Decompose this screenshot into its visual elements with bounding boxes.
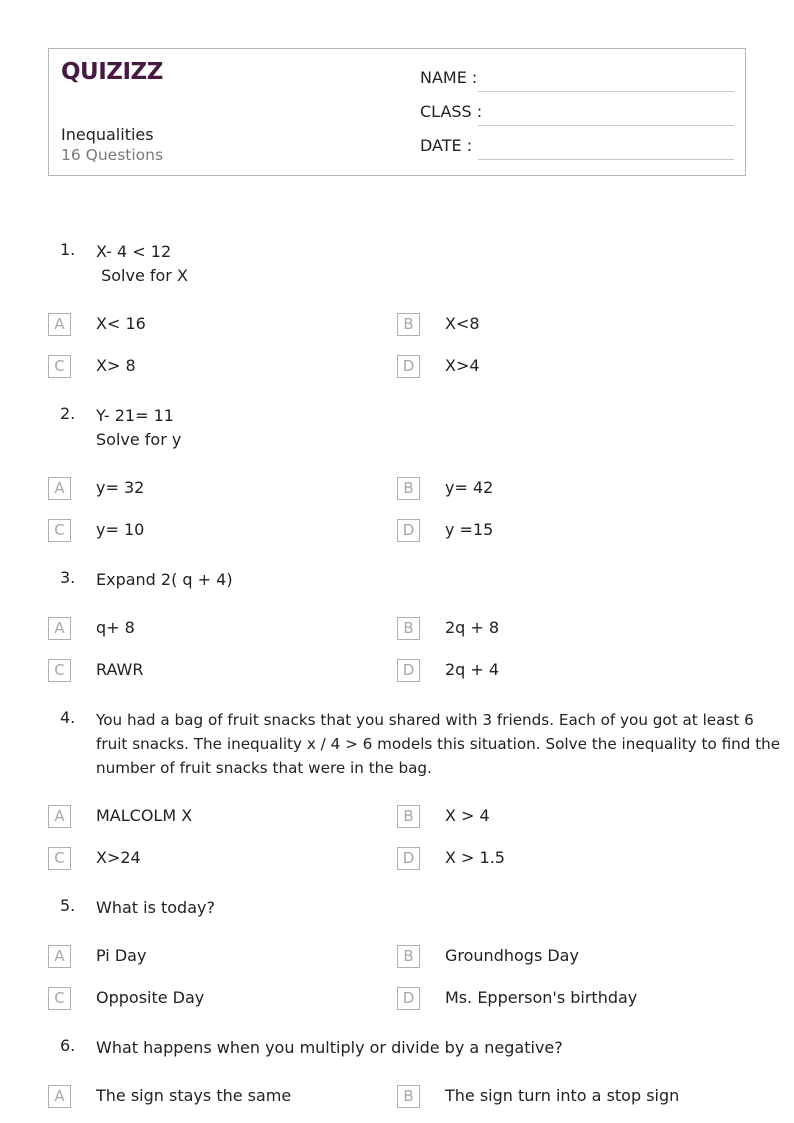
option-b-text: y= 42 xyxy=(445,478,494,497)
question-text xyxy=(96,568,746,592)
option-b-letter: B xyxy=(397,1085,420,1108)
option-c-letter: C xyxy=(48,659,71,682)
question-line: You had a bag of fruit snacks that you shared with 3 friends. Each of you got at least 6 xyxy=(96,711,754,729)
name-label: NAME : xyxy=(420,68,478,87)
option-b-letter: B xyxy=(397,617,420,640)
option-b-letter: B xyxy=(397,477,420,500)
option-a-text: y= 32 xyxy=(96,478,145,497)
question-count: 16 Questions xyxy=(61,146,164,164)
option-a-letter: A xyxy=(48,617,71,640)
question-line: Y- 21= 11 xyxy=(96,406,174,425)
option-d-letter: D xyxy=(397,659,420,682)
option-d-letter: D xyxy=(397,355,420,378)
question-text xyxy=(96,708,781,780)
question-number: 6. xyxy=(60,1036,76,1055)
option-c-text: y= 10 xyxy=(96,520,145,539)
option-a-text: MALCOLM X xyxy=(96,806,193,825)
date-line xyxy=(478,159,734,160)
name-field xyxy=(420,68,734,92)
option-c-text: Opposite Day xyxy=(96,988,205,1007)
option-c-letter: C xyxy=(48,847,71,870)
option-a-letter: A xyxy=(48,477,71,500)
option-b-text: 2q + 8 xyxy=(445,618,500,637)
class-label: CLASS : xyxy=(420,102,483,121)
option-a-text: Pi Day xyxy=(96,946,147,965)
option-a-text: X< 16 xyxy=(96,314,146,333)
option-d-letter: D xyxy=(397,847,420,870)
option-b-text: The sign turn into a stop sign xyxy=(445,1086,680,1105)
question-number: 2. xyxy=(60,404,76,423)
option-b-text: X > 4 xyxy=(445,806,490,825)
option-a-letter: A xyxy=(48,313,71,336)
option-c-text: X>24 xyxy=(96,848,141,867)
option-b-letter: B xyxy=(397,805,420,828)
option-b-text: Groundhogs Day xyxy=(445,946,579,965)
name-line xyxy=(478,91,734,92)
option-c-letter: C xyxy=(48,519,71,542)
question-line: What is today? xyxy=(96,898,215,917)
option-c-text: RAWR xyxy=(96,660,144,679)
option-a-text: The sign stays the same xyxy=(96,1086,292,1105)
option-c-letter: C xyxy=(48,355,71,378)
option-d-text: Ms. Epperson's birthday xyxy=(445,988,638,1007)
option-a-letter: A xyxy=(48,945,71,968)
option-d-letter: D xyxy=(397,519,420,542)
quizizz-logo: QUIZIZZ xyxy=(61,59,163,85)
option-b-text: X<8 xyxy=(445,314,480,333)
option-a-letter: A xyxy=(48,1085,71,1108)
class-field xyxy=(420,102,734,126)
option-a-text: q+ 8 xyxy=(96,618,135,637)
question-line: X- 4 < 12 xyxy=(96,242,172,261)
option-b-letter: B xyxy=(397,945,420,968)
option-d-text: X>4 xyxy=(445,356,480,375)
class-line xyxy=(478,125,734,126)
question-number: 4. xyxy=(60,708,76,727)
option-c-letter: C xyxy=(48,987,71,1010)
question-text xyxy=(96,896,746,920)
date-label: DATE : xyxy=(420,136,473,155)
question-number: 1. xyxy=(60,240,76,259)
question-line: number of fruit snacks that were in the bag. xyxy=(96,759,432,777)
option-d-letter: D xyxy=(397,987,420,1010)
question-line: Solve for y xyxy=(96,430,182,449)
option-d-text: y =15 xyxy=(445,520,494,539)
option-d-text: 2q + 4 xyxy=(445,660,500,679)
date-field xyxy=(420,136,734,160)
question-line: fruit snacks. The inequality x / 4 > 6 models this situation. Solve the inequality to find the xyxy=(96,735,781,753)
option-d-text: X > 1.5 xyxy=(445,848,505,867)
option-b-letter: B xyxy=(397,313,420,336)
question-line: Solve for X xyxy=(96,266,188,285)
question-line: Expand 2( q + 4) xyxy=(96,570,233,589)
question-number: 5. xyxy=(60,896,76,915)
question-line: What happens when you multiply or divide by a negative? xyxy=(96,1038,563,1057)
question-number: 3. xyxy=(60,568,76,587)
worksheet-title: Inequalities xyxy=(61,125,154,144)
question-text xyxy=(96,1036,746,1060)
question-text xyxy=(96,240,746,288)
question-text xyxy=(96,404,746,452)
worksheet-header xyxy=(48,48,746,176)
option-a-letter: A xyxy=(48,805,71,828)
option-c-text: X> 8 xyxy=(96,356,136,375)
